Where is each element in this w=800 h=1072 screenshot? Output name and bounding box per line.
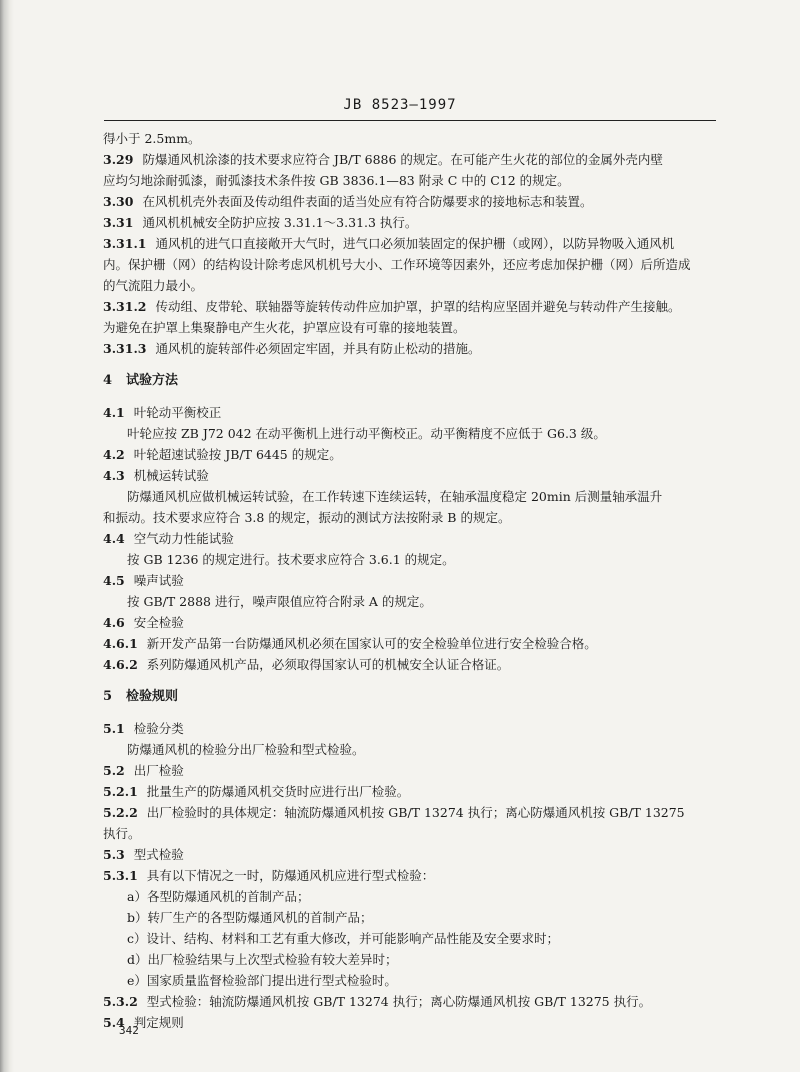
clause-text: d）出厂检验结果与上次型式检验有较大差异时； <box>127 952 398 967</box>
clause-line <box>103 907 715 928</box>
clause-line <box>103 128 715 149</box>
clause-text: 试验方法 <box>126 373 179 388</box>
clause-line <box>103 402 715 423</box>
clause-text: 机械运转试验 <box>133 468 209 483</box>
clause-line <box>103 633 715 654</box>
clause-text: 防爆通风机涂漆的技术要求应符合 JB/T 6886 的规定。在可能产生火花的部位的金属外壳内壁 <box>142 152 663 167</box>
clause-text: c）设计、结构、材料和工艺有重大修改，并可能影响产品性能及安全要求时； <box>127 931 560 946</box>
clause-line <box>103 233 715 254</box>
clause-number: 4.6.1 <box>103 636 138 651</box>
clause-text: 得小于 2.5mm。 <box>103 131 201 146</box>
clause-line <box>103 1012 715 1033</box>
clause-number: 5.3 <box>103 847 125 862</box>
clause-line <box>103 507 715 528</box>
clause-line <box>103 949 715 970</box>
clause-number: 5 <box>103 689 113 704</box>
clause-text: 叶轮超速试验按 JB/T 6445 的规定。 <box>133 447 342 462</box>
clause-number: 3.31.1 <box>103 236 147 251</box>
clause-line <box>103 823 715 844</box>
clause-line <box>103 254 715 275</box>
clause-text: 通风机的进气口直接敞开大气时，进气口必须加装固定的保护栅（或网），以防异物吸入通风机 <box>155 236 675 251</box>
clause-number: 4.1 <box>103 405 125 420</box>
scan-edge-shadow <box>0 0 14 1072</box>
clause-number: 3.31.3 <box>103 341 147 356</box>
clause-line <box>103 317 715 338</box>
clause-line <box>103 991 715 1012</box>
section-heading-5 <box>103 686 715 707</box>
clause-number: 4.5 <box>103 573 125 588</box>
clause-line <box>103 549 715 570</box>
clause-line <box>103 781 715 802</box>
clause-number: 5.2.2 <box>103 805 138 820</box>
clause-number: 5.2.1 <box>103 784 138 799</box>
clause-line <box>103 970 715 991</box>
clause-number: 4.4 <box>103 531 125 546</box>
clause-number: 4 <box>103 373 113 388</box>
clause-number: 5.3.2 <box>103 994 138 1009</box>
clause-text: 型式检验 <box>133 847 184 862</box>
clause-line <box>103 423 715 444</box>
clause-line <box>103 844 715 865</box>
page-number: 342 <box>119 1024 139 1037</box>
clause-text: 通风机机械安全防护应按 3.31.1～3.31.3 执行。 <box>142 215 418 230</box>
running-header: JB 8523—1997 <box>343 97 457 113</box>
clause-text: 叶轮应按 ZB J72 042 在动平衡机上进行动平衡校正。动平衡精度不应低于 G6.3 级。 <box>127 426 606 441</box>
section-heading-4 <box>103 370 715 391</box>
clause-number: 3.30 <box>103 194 134 209</box>
clause-number: 4.6.2 <box>103 657 138 672</box>
clause-line <box>103 486 715 507</box>
clause-line <box>103 191 715 212</box>
clause-text: 为避免在护罩上集聚静电产生火花，护罩应设有可靠的接地装置。 <box>103 320 466 335</box>
clause-text: 检验分类 <box>133 721 184 736</box>
clause-line <box>103 760 715 781</box>
clause-text: 具有以下情况之一时，防爆通风机应进行型式检验： <box>146 868 435 883</box>
clause-text: 内。保护栅（网）的结构设计除考虑风机机号大小、工作环境等因素外，还应考虑加保护栅（网）后所造成 <box>103 257 691 272</box>
clause-line <box>103 465 715 486</box>
clause-number: 3.31 <box>103 215 134 230</box>
clause-text: 通风机的旋转部件必须固定牢固，并具有防止松动的措施。 <box>155 341 481 356</box>
clause-line <box>103 275 715 296</box>
clause-number: 4.3 <box>103 468 125 483</box>
clause-line <box>103 591 715 612</box>
clause-line <box>103 528 715 549</box>
clause-text: 噪声试验 <box>133 573 184 588</box>
clause-text: 叶轮动平衡校正 <box>133 405 222 420</box>
clause-number: 5.4 <box>103 1015 125 1030</box>
clause-line <box>103 865 715 886</box>
clause-text: 防爆通风机的检验分出厂检验和型式检验。 <box>127 742 365 757</box>
clause-text: 和振动。技术要求应符合 3.8 的规定，振动的测试方法按附录 B 的规定。 <box>103 510 511 525</box>
clause-line <box>103 338 715 359</box>
clause-text: 按 GB 1236 的规定进行。技术要求应符合 3.6.1 的规定。 <box>127 552 455 567</box>
clause-line <box>103 296 715 317</box>
clause-text: 防爆通风机应做机械运转试验，在工作转速下连续运转，在轴承温度稳定 20min 后测量轴承温升 <box>127 489 663 504</box>
clause-number: 3.31.2 <box>103 299 147 314</box>
clause-text: 在风机机壳外表面及传动组件表面的适当处应有符合防爆要求的接地标志和装置。 <box>142 194 593 209</box>
clause-line <box>103 444 715 465</box>
clause-number: 5.2 <box>103 763 125 778</box>
clause-text: 系列防爆通风机产品，必须取得国家认可的机械安全认证合格证。 <box>146 657 510 672</box>
clause-text: 执行。 <box>103 826 141 841</box>
header-rule <box>104 120 716 121</box>
clause-line <box>103 212 715 233</box>
clause-text: e）国家质量监督检验部门提出进行型式检验时。 <box>127 973 397 988</box>
clause-text: 的气流阻力最小。 <box>103 278 204 293</box>
clause-text: 应均匀地涂耐弧漆，耐弧漆技术条件按 GB 3836.1—83 附录 C 中的 C12 的规定。 <box>103 173 570 188</box>
document-body <box>103 128 715 1033</box>
clause-text: 空气动力性能试验 <box>133 531 234 546</box>
clause-text: 判定规则 <box>133 1015 184 1030</box>
clause-number: 4.2 <box>103 447 125 462</box>
clause-line <box>103 739 715 760</box>
clause-text: 按 GB/T 2888 进行，噪声限值应符合附录 A 的规定。 <box>127 594 432 609</box>
clause-line <box>103 718 715 739</box>
clause-line <box>103 170 715 191</box>
clause-line <box>103 928 715 949</box>
clause-text: 安全检验 <box>133 615 184 630</box>
clause-line <box>103 149 715 170</box>
clause-line <box>103 802 715 823</box>
clause-text: b）转厂生产的各型防爆通风机的首制产品； <box>127 910 373 925</box>
clause-line <box>103 654 715 675</box>
clause-line <box>103 612 715 633</box>
clause-number: 4.6 <box>103 615 125 630</box>
clause-line <box>103 886 715 907</box>
clause-text: 新开发产品第一台防爆通风机必须在国家认可的安全检验单位进行安全检验合格。 <box>146 636 597 651</box>
clause-text: 出厂检验 <box>133 763 184 778</box>
clause-number: 5.3.1 <box>103 868 138 883</box>
clause-text: a）各型防爆通风机的首制产品； <box>127 889 310 904</box>
clause-number: 5.1 <box>103 721 125 736</box>
clause-number: 3.29 <box>103 152 134 167</box>
clause-text: 检验规则 <box>126 689 179 704</box>
clause-text: 型式检验：轴流防爆通风机按 GB/T 13274 执行；离心防爆通风机按 GB/T 13275 执行。 <box>146 994 652 1009</box>
clause-text: 批量生产的防爆通风机交货时应进行出厂检验。 <box>146 784 410 799</box>
clause-text: 出厂检验时的具体规定：轴流防爆通风机按 GB/T 13274 执行；离心防爆通风机按 GB/T 13275 <box>146 805 685 820</box>
clause-line <box>103 570 715 591</box>
clause-text: 传动组、皮带轮、联轴器等旋转传动件应加护罩，护罩的结构应坚固并避免与转动件产生接触。 <box>155 299 681 314</box>
